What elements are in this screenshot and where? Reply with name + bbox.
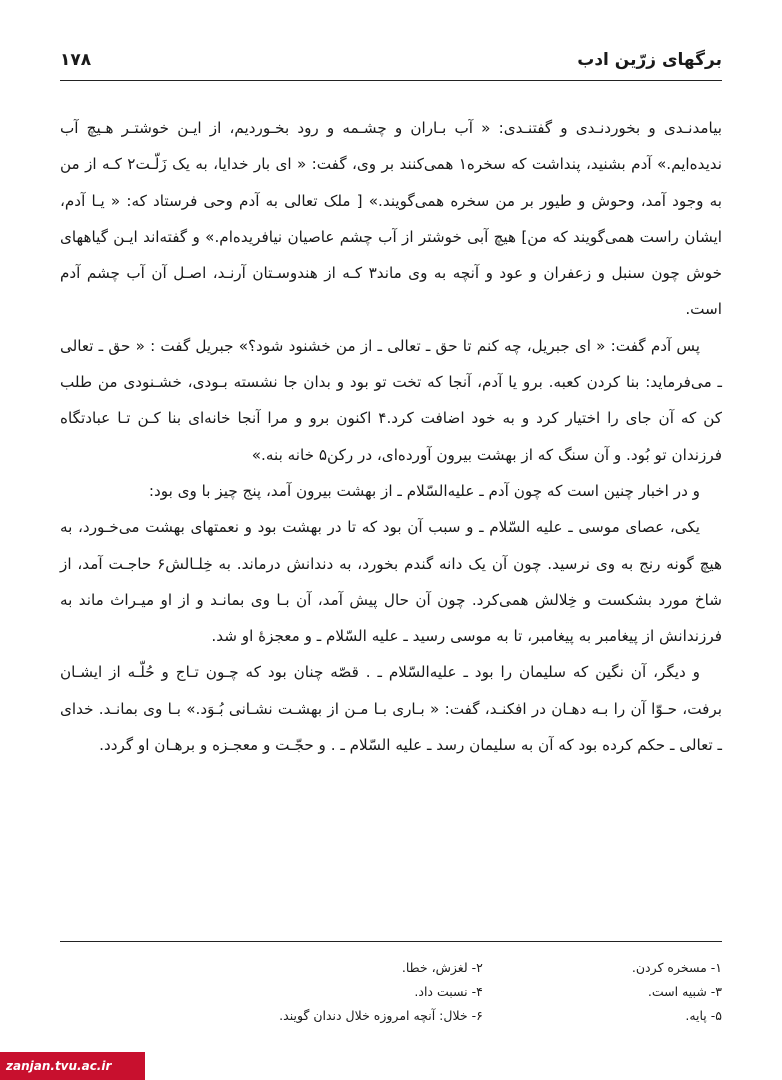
footnote-divider <box>60 941 722 942</box>
main-text <box>60 110 722 763</box>
footnote: ۴- نسبت داد. <box>414 984 483 999</box>
paragraph: پس آدم گفت: « ای جبریل، چه کنم تا حق ـ تعالی ـ از من خشنود شود؟» جبریل گفت : « حق ـ تعالی ـ می‌فرماید: بنا کردن کعبه. برو یا آدم، آنجا که تخت تو بود و بدان جا نشسته بـودی، خشـنودی من طلب کن که آن جای را اختیار کرد و به خود اضافت کرد.۴ اکنون برو و مرا آنجا خانه‌ای بنا کـن تـا عبادتگاه فرزندان تو بُود. و آن سنگ که از بهشت بیرون آورده‌ای، در رکن۵ خانه بنه.» <box>60 336 723 464</box>
footnote: ۶- خلال: آنچه امروزه خلال دندان گویند. <box>279 1008 483 1023</box>
footnote: ۱- مسخره کردن. <box>631 960 722 975</box>
running-title: برگهای زرّین ادب <box>577 50 722 70</box>
page-header <box>60 42 722 82</box>
paragraph: و در اخبار چنین است که چون آدم ـ علیه‌السّلام ـ از بهشت بیرون آمد، پنج چیز با وی بود: <box>148 481 700 500</box>
watermark-text: zanjan.tvu.ac.ir <box>6 1059 112 1073</box>
footnote: ۵- پایه. <box>685 1008 722 1023</box>
page-number: ۱۷۸ <box>60 50 92 70</box>
footnotes <box>60 958 722 1026</box>
footnote: ۲- لغزش، خطا. <box>401 960 483 975</box>
paragraph: یکی، عصای موسی ـ علیه السّلام ـ و سبب آن بود که تا در بهشت بود و نعمتهای بهشت می‌خـورد، به هیچ گونه رنج به وی نرسید. چون آن یک دانه گندم بخورد، به دندانش درماند. به خِلـالش۶ حاجـت آمد، از شاخ مورد بشکست و خِلالش همی‌کرد. چون آن حال پیش آمد، آن بـا وی بمانـد و از او میـراث ماند به فرزندانش از پیغامبر به پیغامبر، تا به موسی رسید ـ علیه السّلام ـ و معجزهٔ او شد. <box>60 518 722 646</box>
site-watermark[interactable] <box>0 1052 145 1080</box>
paragraph: بیامدنـدی و بخوردنـدی و گفتنـدی: « آب بـاران و چشـمه و رود بخـوردیم، از ایـن خوشتـر هـیچ آب ندیده‌ایم.» آدم بشنید، پنداشت که سخره۱ همی‌کنند بر وی، گفت: « ای بار خدایا، به یک زَلّـت۲ کـه از من به وجود آمد، وحوش و طیور بر من سخره همی‌گویند.» [ ملک تعالی به آدم وحی فرستاد که: « یـا آدم، ایشان راست همی‌گویند که من] هیچ آبی خوشتر از آب چشم عاصیان نیافریده‌ام.» و گفته‌اند ایـن گیاههای خوش چون سنبل و زعفران و عود و آنچه به وی ماند۳ کـه از هندوسـتان آرنـد، اصـل آن آب چشم آدم است. <box>60 119 722 319</box>
footnote: ۳- شبیه است. <box>647 984 722 999</box>
header-divider <box>60 80 722 81</box>
paragraph: و دیگر، آن نگین که سلیمان را بود ـ علیه‌السّلام ـ . قصّه چنان بود که چـون تـاج و حُلّـه از ایشـان برفت، حـوّا آن را بـه دهـان در افکنـد، گفت: « بـاری بـا مـن از بهشـت نشـانی بُـوَد.» بـا وی بمانـد. خدای ـ تعالی ـ حکم کرده بود که آن به سلیمان رسد ـ علیه السّلام ـ . و حجّـت و معجـزه و برهـان او گردد. <box>60 663 722 755</box>
